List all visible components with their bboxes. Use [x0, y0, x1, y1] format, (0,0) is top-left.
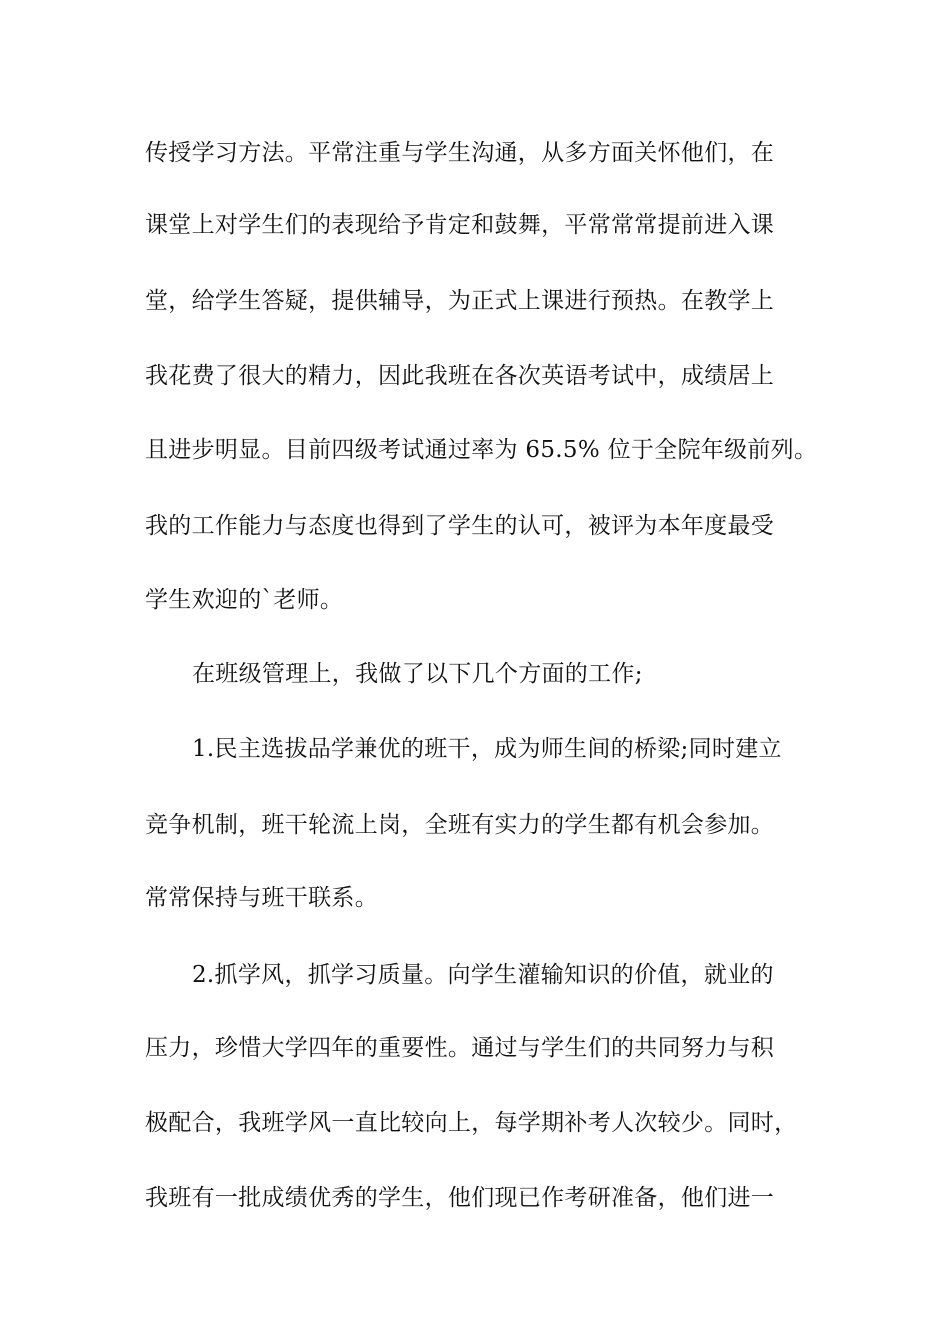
text-line: 我的工作能力与态度也得到了学生的认可，被评为本年度最受 [145, 513, 775, 539]
text-line: 我花费了很大的精力，因此我班在各次英语考试中，成绩居上 [145, 363, 775, 389]
text-line: 且进步明显。目前四级考试通过率为 65.5% 位于全院年级前列。 [145, 437, 818, 463]
text-line: 常常保持与班干联系。 [145, 885, 378, 911]
text-line: 学生欢迎的`老师。 [145, 587, 344, 613]
text-line: 我班有一批成绩优秀的学生，他们现已作考研准备，他们进一 [145, 1185, 775, 1211]
paragraph-line: 在班级管理上，我做了以下几个方面的工作; [192, 661, 643, 687]
text-line: 堂，给学生答疑，提供辅导，为正式上课进行预热。在教学上 [145, 288, 775, 314]
text-line: 竞争机制，班干轮流上岗，全班有实力的学生都有机会参加。 [145, 812, 775, 838]
list-item-line: 2.抓学风，抓学习质量。向学生灌输知识的价值，就业的 [192, 962, 774, 988]
text-line: 传授学习方法。平常注重与学生沟通，从多方面关怀他们，在 [145, 140, 775, 166]
text-line: 压力，珍惜大学四年的重要性。通过与学生们的共同努力与积 [145, 1035, 775, 1061]
list-item-line: 1.民主选拔品学兼优的班干，成为师生间的桥梁;同时建立 [192, 736, 782, 762]
text-line: 课堂上对学生们的表现给予肯定和鼓舞，平常常常提前进入课 [145, 212, 775, 238]
text-line: 极配合，我班学风一直比较向上，每学期补考人次较少。同时， [145, 1110, 798, 1136]
